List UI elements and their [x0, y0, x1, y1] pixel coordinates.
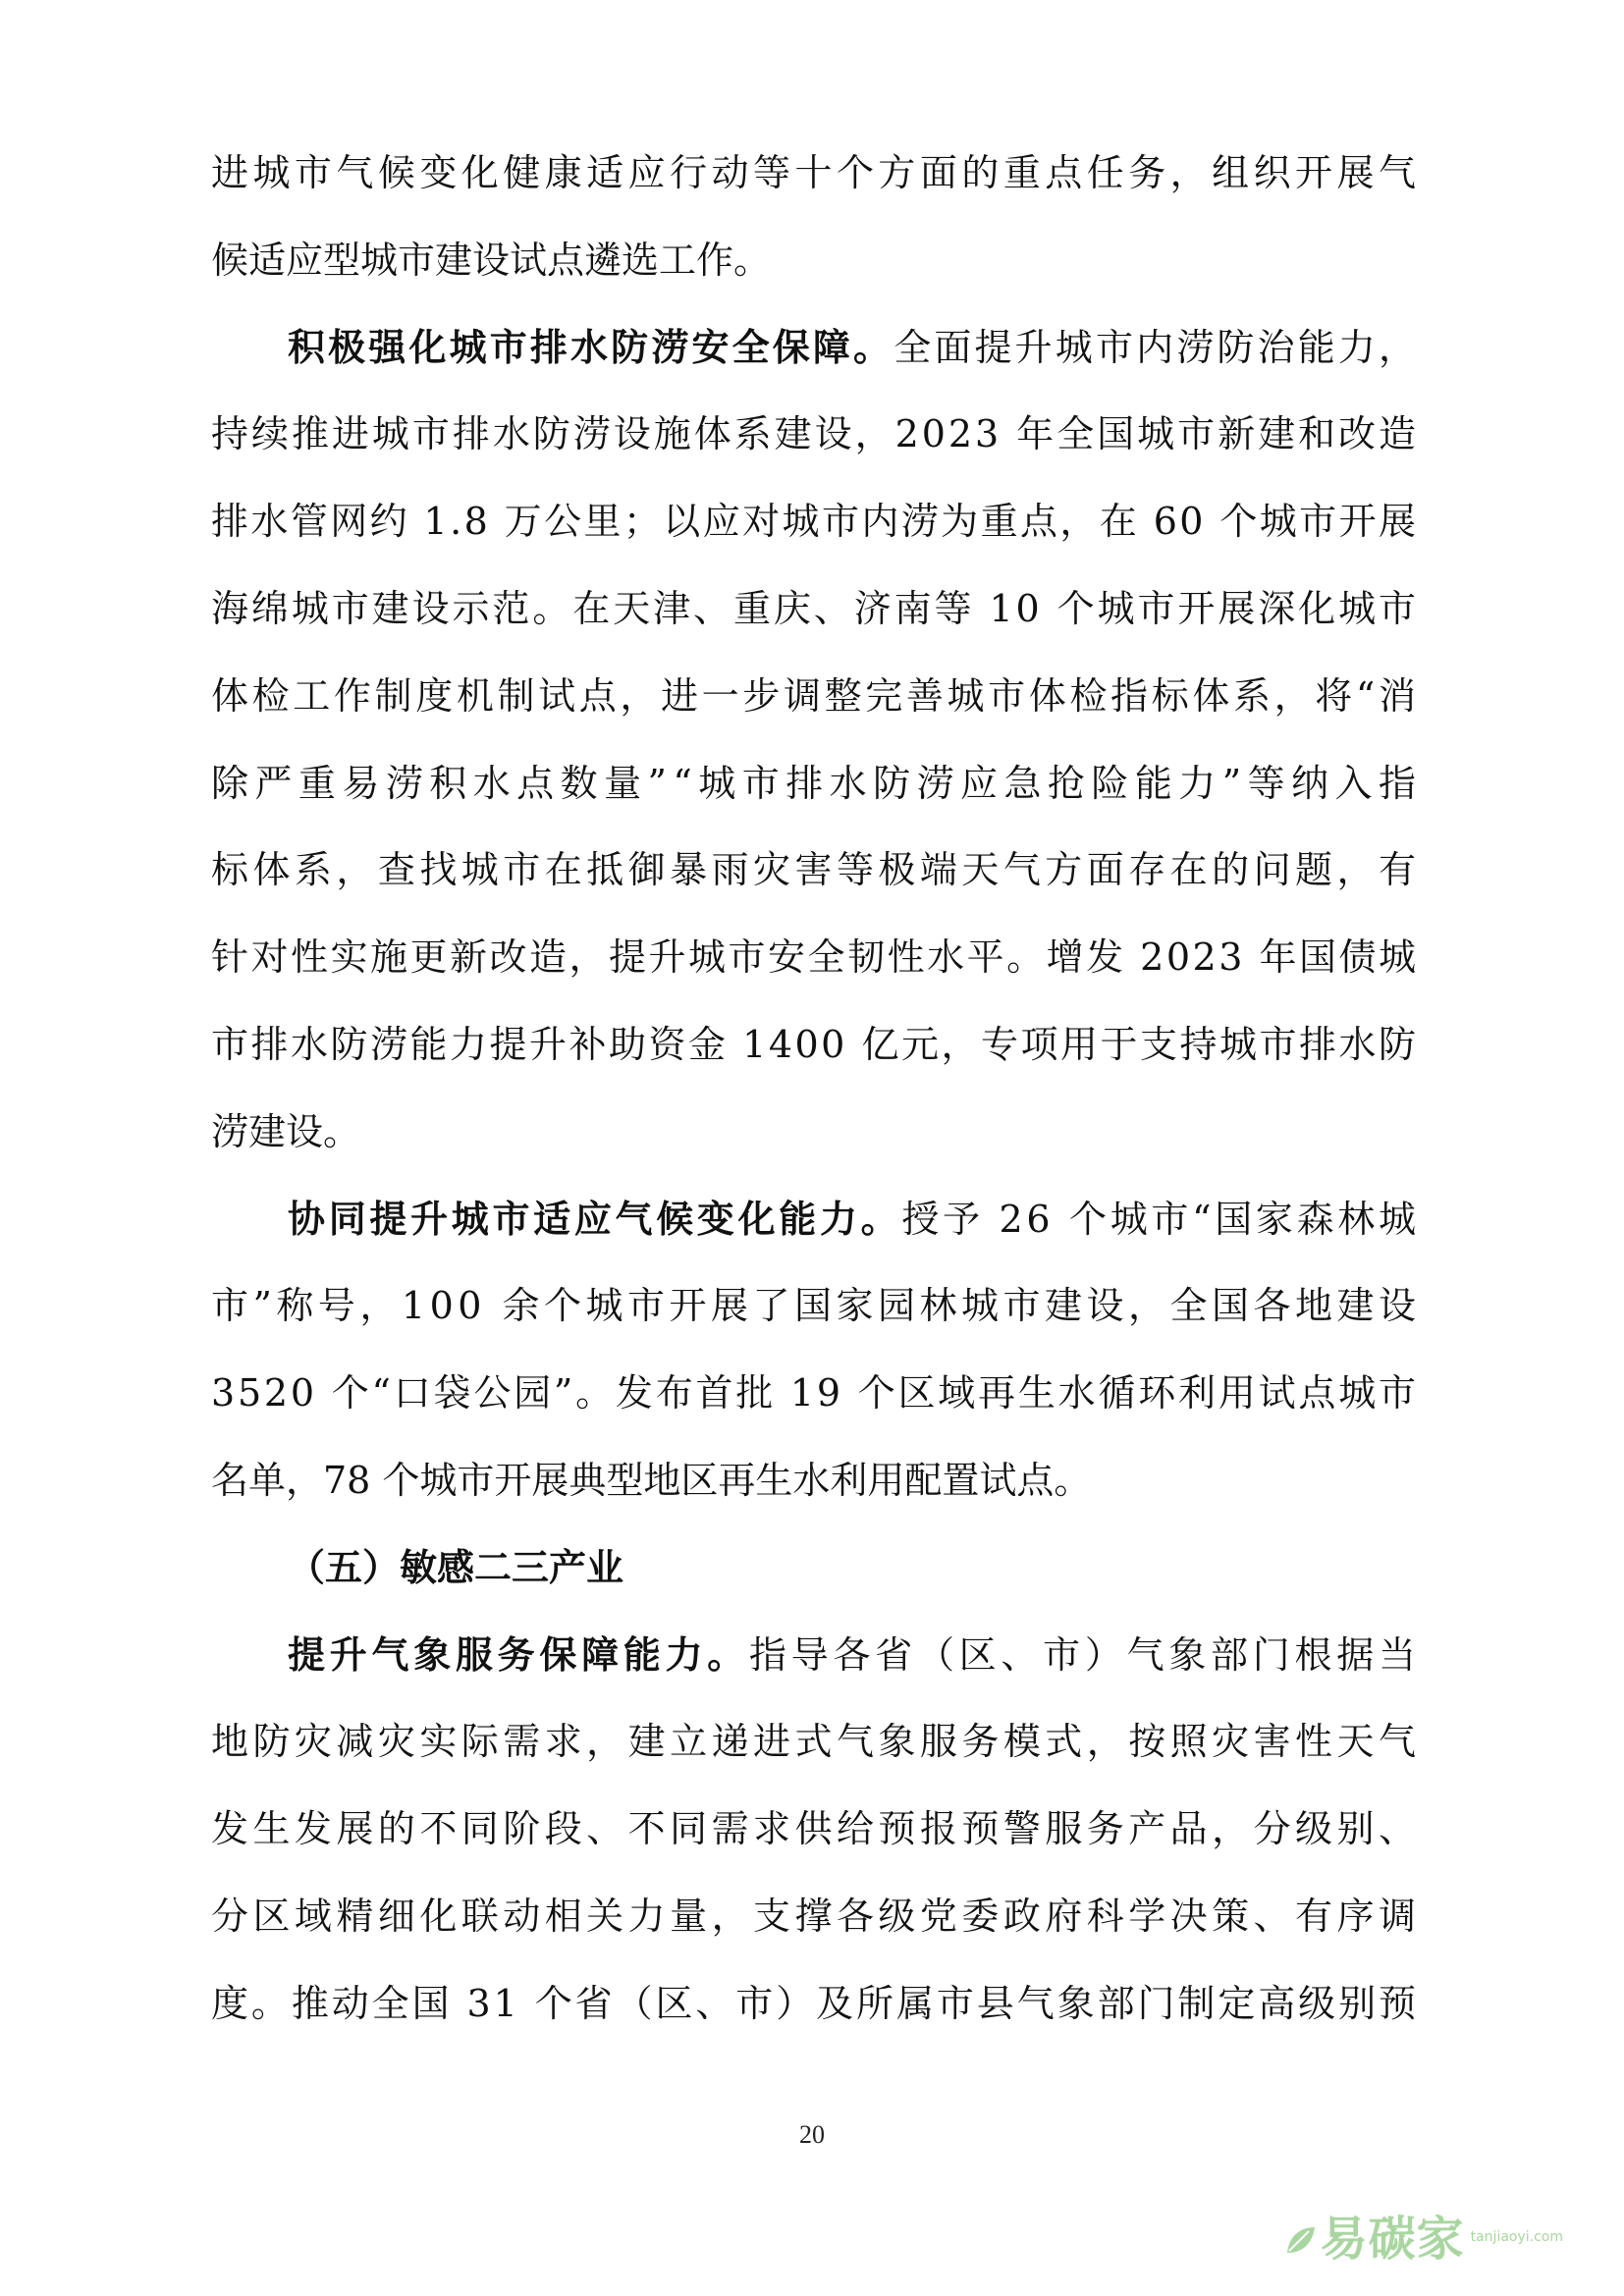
text-line	[0, 1363, 1624, 1422]
body-text-segment: 候适应型城市建设试点遴选工作。	[211, 238, 772, 282]
body-text-segment: 授予 26 个城市“国家森林城	[901, 1197, 1420, 1241]
body-text-segment: 持续推进城市排水防涝设施体系建设，2023 年全国城市新建和改造	[211, 412, 1419, 456]
text-line	[0, 404, 1624, 463]
watermark-logo	[1283, 2201, 1563, 2269]
text-line	[0, 231, 1624, 290]
text-line	[0, 1626, 1624, 1684]
body-text-segment: 地防灾减灾实际需求，建立递进式气象服务模式，按照灾害性天气	[211, 1720, 1421, 1764]
body-text-segment: 市”称号，100 余个城市开展了国家园林城市建设，全国各地建设	[211, 1284, 1421, 1328]
body-text-segment: 海绵城市建设示范。在天津、重庆、济南等 10 个城市开展深化城市	[211, 587, 1419, 630]
text-line	[0, 840, 1624, 899]
text-line	[0, 579, 1624, 638]
page-number: 20	[799, 2120, 825, 2149]
text-line	[0, 1974, 1624, 2033]
text-line	[0, 143, 1624, 202]
body-text-segment: 针对性实施更新改造，提升城市安全韧性水平。增发 2023 年国债城	[211, 935, 1419, 980]
body-text-segment: 全面提升城市内涝防治能力，	[893, 325, 1420, 369]
body-text-segment: 名单，78 个城市开展典型地区再生水利用配置试点。	[211, 1459, 1092, 1502]
body-text-segment: 涝建设。	[211, 1109, 361, 1153]
body-text-segment: 指导各省（区、市）气象部门根据当	[749, 1632, 1421, 1677]
text-line	[0, 1102, 1624, 1161]
body-text-segment: 除严重易涝积水点数量”“城市排水防涝应急抢险能力”等纳入指	[211, 761, 1423, 805]
text-line	[0, 1015, 1624, 1074]
text-line	[0, 1887, 1624, 1946]
body-text-segment: 发生发展的不同阶段、不同需求供给预报预警服务产品，分级别、	[211, 1807, 1421, 1851]
text-line	[0, 492, 1624, 551]
text-line	[0, 1276, 1624, 1335]
watermark-text: 易碳家	[1320, 2212, 1465, 2267]
text-line	[0, 1712, 1624, 1771]
text-line	[0, 1451, 1624, 1510]
body-text-segment: 排水管网约 1.8 万公里；以应对城市内涝为重点，在 60 个城市开展	[211, 500, 1419, 544]
text-line	[0, 1190, 1624, 1249]
bold-heading-text: 积极强化城市排水防涝安全保障。	[288, 325, 894, 369]
text-line	[0, 928, 1624, 987]
body-text-segment: 分区域精细化联动相关力量，支撑各级党委政府科学决策、有序调	[211, 1895, 1421, 1938]
text-line	[0, 1799, 1624, 1858]
leaf-icon	[1283, 2223, 1317, 2257]
watermark-subtext: tanjiaoyi.com	[1470, 2229, 1563, 2245]
text-line	[0, 318, 1624, 377]
body-text-segment: 进城市气候变化健康适应行动等十个方面的重点任务，组织开展气	[211, 151, 1421, 194]
text-line	[0, 1538, 1624, 1597]
text-line	[0, 667, 1624, 725]
bold-heading-text: （五）敏感二三产业	[288, 1545, 624, 1589]
body-text-segment: 体检工作制度机制试点，进一步调整完善城市体检指标体系，将“消	[211, 673, 1420, 718]
body-text-segment: 市排水防涝能力提升补助资金 1400 亿元，专项用于支持城市排水防	[211, 1023, 1419, 1066]
bold-heading-text: 提升气象服务保障能力。	[288, 1632, 750, 1677]
body-text-segment: 3520 个“口袋公园”。发布首批 19 个区域再生水循环利用试点城市	[211, 1371, 1419, 1415]
bold-heading-text: 协同提升城市适应气候变化能力。	[288, 1197, 902, 1241]
body-text-segment: 度。推动全国 31 个省（区、市）及所属市县气象部门制定高级别预	[211, 1981, 1419, 2025]
body-text-segment: 标体系，查找城市在抵御暴雨灾害等极端天气方面存在的问题，有	[211, 848, 1421, 892]
text-line	[0, 754, 1624, 813]
